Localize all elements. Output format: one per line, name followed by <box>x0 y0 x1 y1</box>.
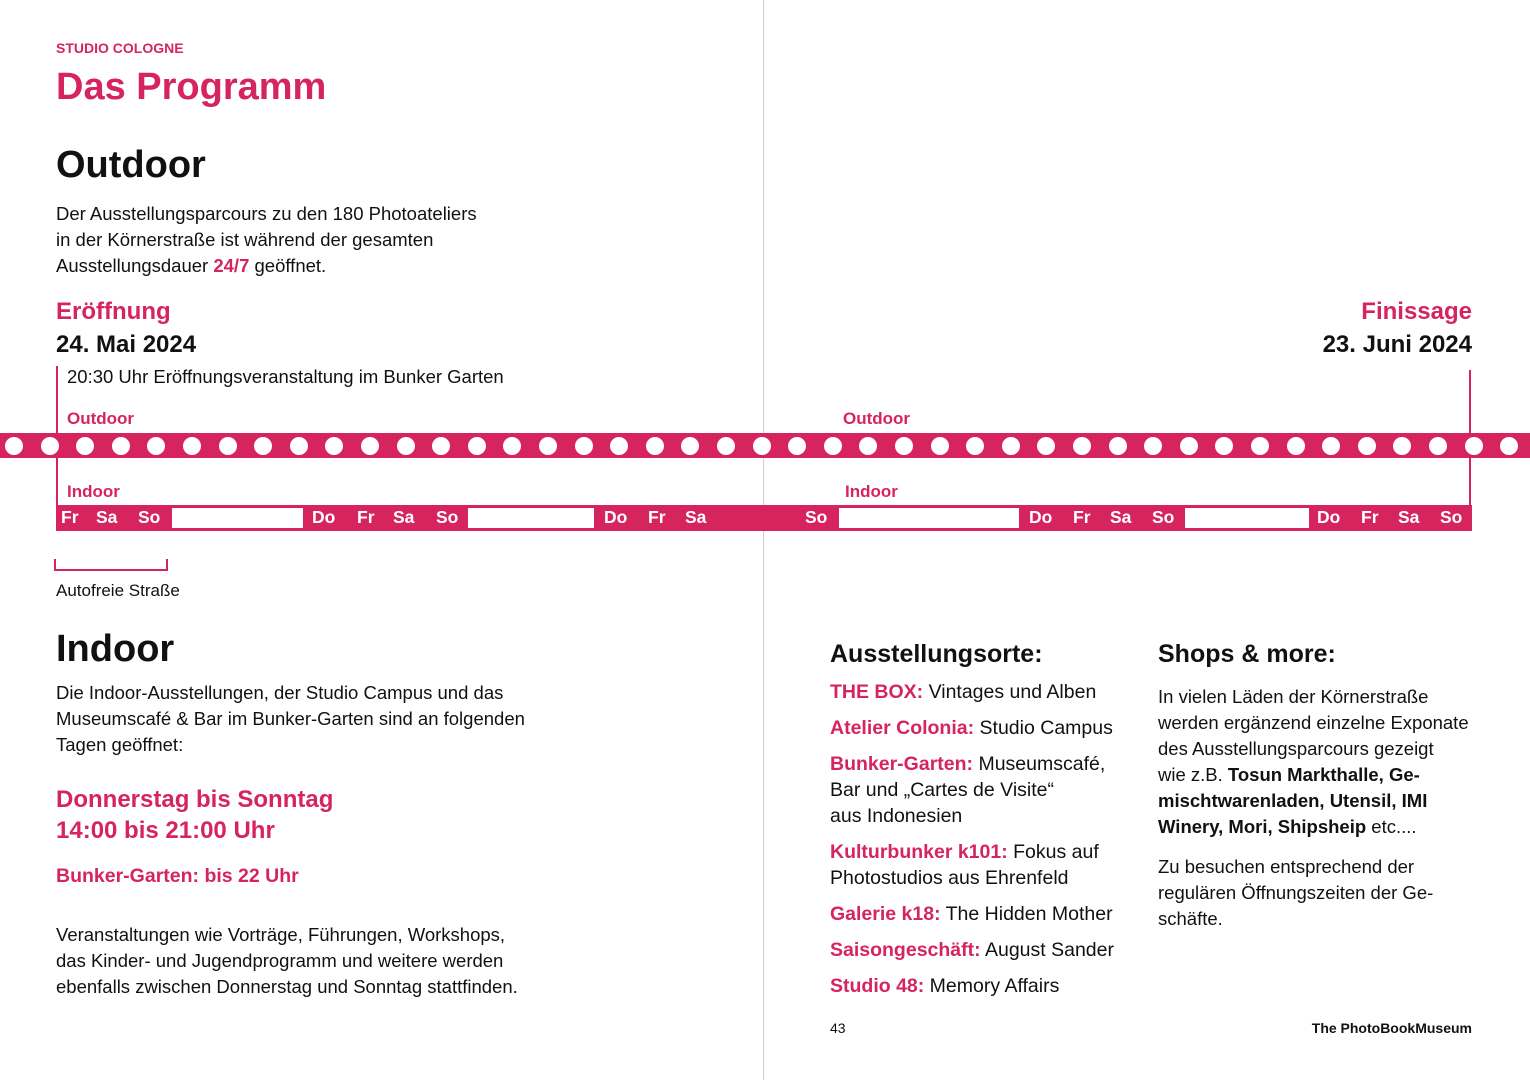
outdoor-track-label: Outdoor <box>67 409 135 428</box>
day-dot <box>219 437 237 455</box>
day-dot <box>895 437 913 455</box>
locations-heading: Ausstellungsorte: <box>830 640 1043 668</box>
day-dot <box>290 437 308 455</box>
location-desc: Museumscafé, <box>973 753 1106 775</box>
location-item <box>830 715 1130 741</box>
day-label: So <box>805 507 828 527</box>
outdoor-line-text: Ausstellungsdauer <box>56 255 214 276</box>
location-item <box>830 937 1130 963</box>
day-label: Fr <box>357 507 375 527</box>
day-dot <box>468 437 486 455</box>
shops-line: schäfte. <box>1158 908 1223 929</box>
carfree-bracket <box>54 559 168 571</box>
location-desc: Photostudios aus Ehrenfeld <box>830 867 1069 889</box>
brand-name: The PhotoBookMuseum <box>1311 1020 1472 1036</box>
shop-names: Tosun Markthalle, Ge- <box>1227 764 1420 785</box>
day-label: So <box>436 507 459 527</box>
shops-line <box>1158 762 1488 788</box>
day-dot <box>397 437 415 455</box>
outdoor-line: in der Körnerstraße ist während der gesamten <box>56 229 434 250</box>
day-label: So <box>1440 507 1463 527</box>
closed-period <box>468 508 594 528</box>
day-dot <box>1109 437 1127 455</box>
shops-line: des Ausstellungsparcours gezeigt <box>1158 738 1434 759</box>
outdoor-heading: Outdoor <box>56 144 206 186</box>
day-dot <box>1465 437 1483 455</box>
carfree-label: Autofreie Straße <box>56 581 180 600</box>
events-line: ebenfalls zwischen Donnerstag und Sonntag stattfinden. <box>56 976 518 997</box>
day-dot <box>931 437 949 455</box>
day-dot <box>1073 437 1091 455</box>
day-label: Do <box>1029 507 1053 527</box>
day-label: Fr <box>1073 507 1091 527</box>
day-dot <box>539 437 557 455</box>
day-dot <box>361 437 379 455</box>
day-dot <box>1002 437 1020 455</box>
day-dot <box>1287 437 1305 455</box>
day-label: Do <box>604 507 628 527</box>
day-dot <box>1429 437 1447 455</box>
day-label: Fr <box>61 507 79 527</box>
location-desc: The Hidden Mother <box>940 903 1113 925</box>
opening-hours <box>56 784 333 846</box>
indoor-line: Tagen geöffnet: <box>56 734 184 755</box>
location-name: THE BOX: <box>830 681 924 703</box>
location-desc: Vintages und Alben <box>923 681 1097 703</box>
day-dot <box>753 437 771 455</box>
page-title: Das Programm <box>56 66 327 108</box>
shops-line: werden ergänzend einzelne Exponate <box>1158 712 1469 733</box>
shops-text: wie z.B. <box>1158 764 1228 785</box>
day-dot <box>5 437 23 455</box>
events-line: das Kinder- und Jugendprogramm und weitere werden <box>56 950 504 971</box>
day-label: Sa <box>393 507 415 527</box>
outdoor-track-label: Outdoor <box>843 409 911 428</box>
day-dot <box>1251 437 1269 455</box>
locations-list <box>830 679 1130 1009</box>
opening-days: Donnerstag bis Sonntag <box>56 786 334 813</box>
shops-line: In vielen Läden der Körnerstraße <box>1158 686 1429 707</box>
opening-event: 20:30 Uhr Eröffnungsveranstaltung im Bunker Garten <box>67 366 504 387</box>
outdoor-line: Der Ausstellungsparcours zu den 180 Photoateliers <box>56 203 477 224</box>
day-dot <box>824 437 842 455</box>
location-name: Saisongeschäft: <box>830 939 981 961</box>
location-name: Bunker-Garten: <box>830 753 974 775</box>
day-dot <box>717 437 735 455</box>
outdoor-paragraph <box>56 201 576 279</box>
day-dot <box>41 437 59 455</box>
shops-paragraph <box>1158 684 1488 840</box>
indoor-heading: Indoor <box>56 628 175 670</box>
location-name: Atelier Colonia: <box>830 717 975 739</box>
indoor-line: Museumscafé & Bar im Bunker-Garten sind an folgenden <box>56 708 525 729</box>
outdoor-line <box>56 253 576 279</box>
day-label: So <box>138 507 161 527</box>
outdoor-line-text: geöffnet. <box>249 255 327 276</box>
page-number: 43 <box>830 1020 846 1036</box>
day-label: Sa <box>1110 507 1132 527</box>
day-label: Fr <box>648 507 666 527</box>
shops-heading: Shops & more: <box>1158 640 1336 668</box>
indoor-track-label: Indoor <box>67 482 120 501</box>
day-label: So <box>1152 507 1175 527</box>
closed-period <box>839 508 1019 528</box>
day-label: Sa <box>685 507 707 527</box>
shops-line: Zu besuchen entsprechend der <box>1158 856 1415 877</box>
closed-period <box>172 508 303 528</box>
location-desc: Fokus auf <box>1007 841 1099 863</box>
closing-date: 23. Juni 2024 <box>1322 331 1472 358</box>
bunker-hours: Bunker-Garten: bis 22 Uhr <box>56 865 299 887</box>
day-dot <box>183 437 201 455</box>
day-dot <box>112 437 130 455</box>
location-item <box>830 901 1130 927</box>
location-item <box>830 839 1130 891</box>
day-label: Sa <box>96 507 118 527</box>
page-spine <box>763 0 764 1080</box>
day-dot <box>1180 437 1198 455</box>
shop-names: Winery, Mori, Shipsheip <box>1158 816 1367 837</box>
location-name: Studio 48: <box>830 975 925 997</box>
closed-period <box>1185 508 1309 528</box>
opening-label: Eröffnung <box>56 298 171 325</box>
day-label: Sa <box>1398 507 1420 527</box>
events-line: Veranstaltungen wie Vorträge, Führungen, Workshops, <box>56 924 506 945</box>
closing-label: Finissage <box>1361 298 1472 325</box>
location-item <box>830 973 1130 999</box>
events-paragraph <box>56 922 576 1000</box>
shops-visit-paragraph <box>1158 854 1488 932</box>
location-item <box>830 751 1130 829</box>
shops-line: regulären Öffnungszeiten der Ge- <box>1158 882 1434 903</box>
section-label: STUDIO COLOGNE <box>56 40 184 56</box>
opening-time: 14:00 bis 21:00 Uhr <box>56 817 275 844</box>
location-name: Kulturbunker k101: <box>830 841 1008 863</box>
day-dot <box>1358 437 1376 455</box>
indoor-paragraph <box>56 680 576 758</box>
shop-names: mischtwarenladen, Utensil, IMI <box>1158 790 1428 811</box>
hours-highlight: 24/7 <box>213 255 250 276</box>
indoor-line: Die Indoor-Ausstellungen, der Studio Campus und das <box>56 682 504 703</box>
location-desc: aus Indonesien <box>830 805 963 827</box>
location-desc: Memory Affairs <box>924 975 1060 997</box>
location-desc: Studio Campus <box>974 717 1113 739</box>
opening-date: 24. Mai 2024 <box>56 331 197 358</box>
indoor-track-label: Indoor <box>845 482 898 501</box>
day-label: Fr <box>1361 507 1379 527</box>
day-label: Do <box>312 507 336 527</box>
location-desc: Bar und „Cartes de Visite“ <box>830 779 1054 801</box>
day-dot <box>646 437 664 455</box>
day-label: Do <box>1317 507 1341 527</box>
location-item <box>830 679 1130 705</box>
shops-text: etc.... <box>1366 816 1417 837</box>
day-dot <box>575 437 593 455</box>
location-name: Galerie k18: <box>830 903 941 925</box>
location-desc: August Sander <box>980 939 1114 961</box>
shops-line <box>1158 814 1488 840</box>
